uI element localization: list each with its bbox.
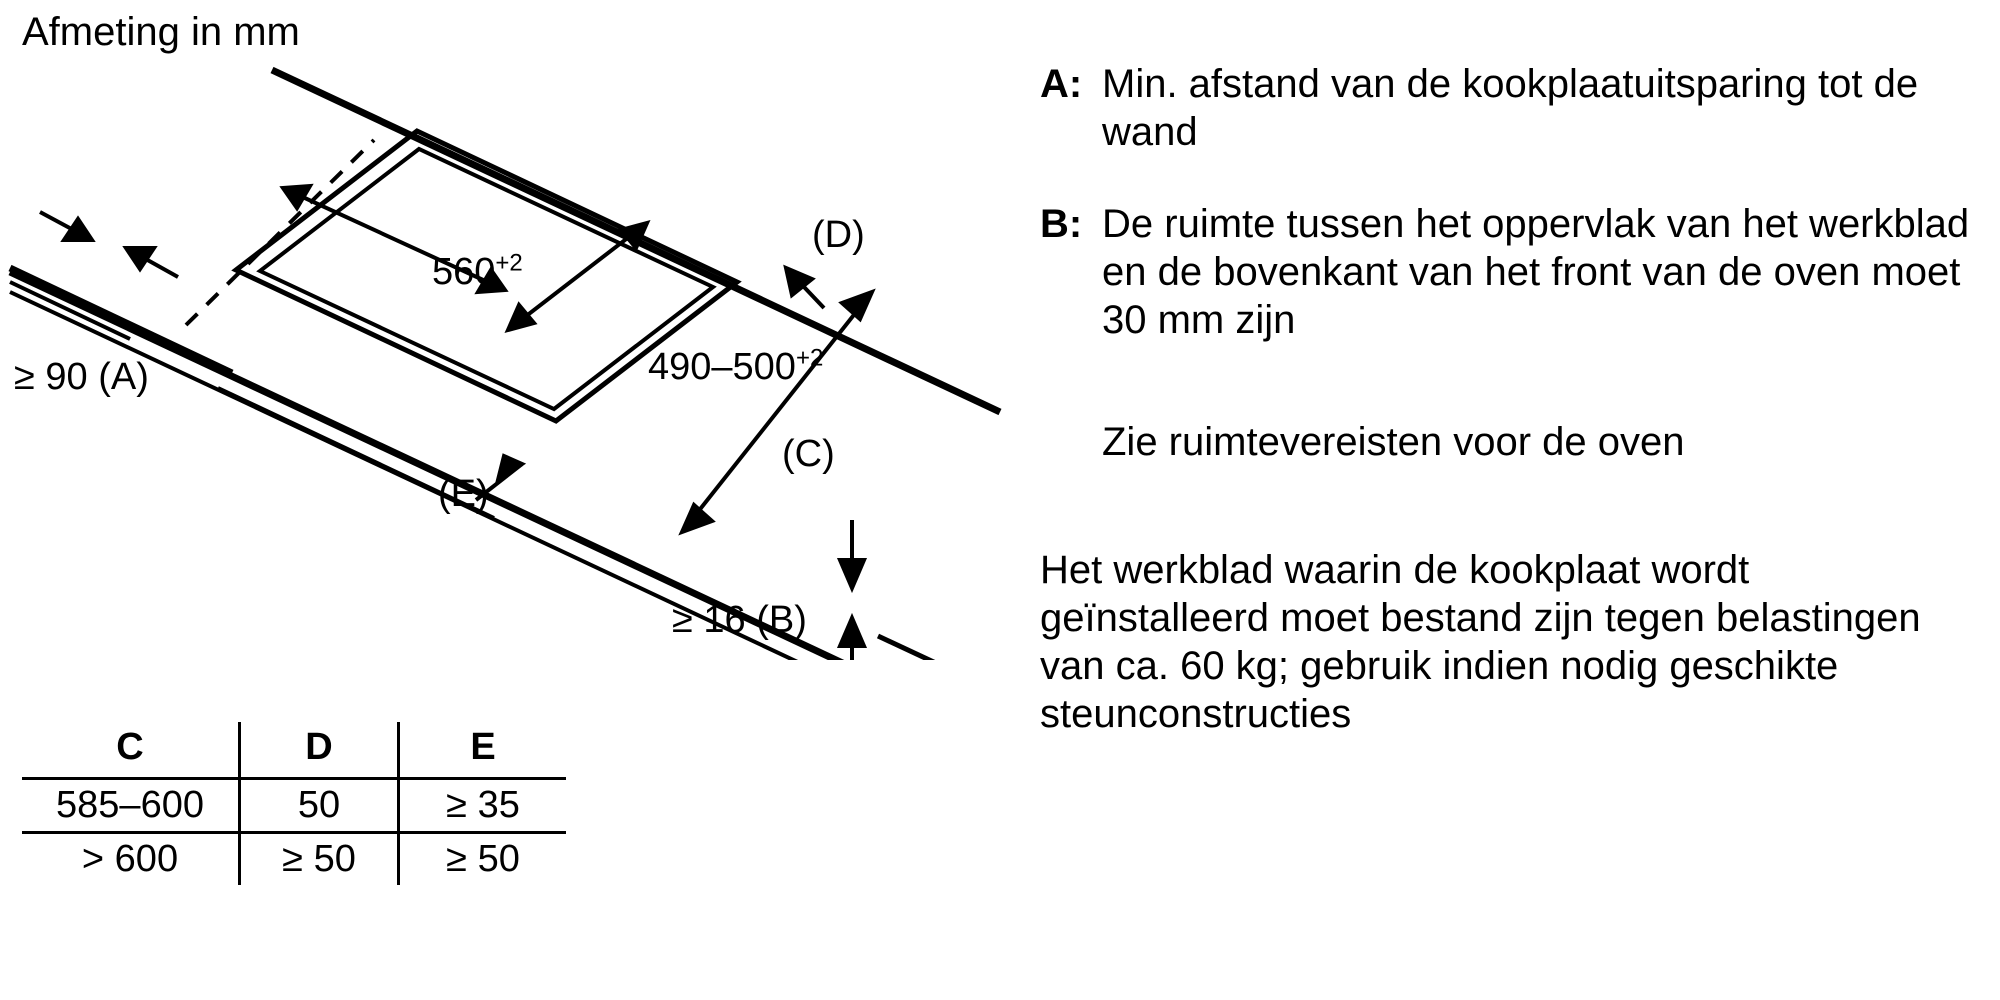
label-worktop-thickness-b: ≥ 16 (B) bbox=[672, 599, 807, 641]
clearance-table bbox=[22, 722, 566, 885]
installation-drawing bbox=[0, 40, 1020, 660]
construction-dashed-line bbox=[186, 140, 374, 325]
label-depth-490-500: $490-500^{+2}$ bbox=[648, 344, 824, 388]
note-load-capacity bbox=[1040, 546, 1980, 738]
cell-c: > 600 bbox=[81, 838, 179, 880]
note-a bbox=[1040, 60, 1980, 156]
label-marker-d: (D) bbox=[812, 214, 865, 256]
table-row bbox=[22, 779, 566, 833]
note-oven-space-text: Zie ruimtevereisten voor de oven bbox=[1102, 420, 1685, 464]
table-header-d: D bbox=[240, 722, 399, 779]
dimension-490-500 bbox=[508, 223, 647, 330]
note-load-capacity-text: Het werkblad waarin de kookplaat wordt geïnstalleerd moet bestand zijn tegen belastingen van ca. 60 kg; gebruik indien nodig geschikte steunconstructies bbox=[1040, 548, 1921, 736]
page-title: Afmeting in mm bbox=[22, 10, 300, 54]
label-wall-distance-a: ≥ 90 (A) bbox=[14, 356, 149, 398]
note-a-key: A: bbox=[1040, 62, 1083, 106]
cell-d: ≥ 50 bbox=[240, 833, 399, 886]
notes-column bbox=[1040, 60, 1980, 738]
note-b bbox=[1040, 200, 1980, 344]
dimension-c bbox=[682, 292, 872, 532]
cell-e: ≥ 50 bbox=[399, 833, 567, 886]
table-header-row bbox=[22, 722, 566, 779]
cell-e: ≥ 35 bbox=[399, 779, 567, 833]
label-marker-e: (E) bbox=[438, 473, 489, 515]
note-b-text: De ruimte tussen het oppervlak van het werkblad en de bovenkant van het front van de oven moet 30 mm zijn bbox=[1102, 202, 1970, 342]
table-header-c: C bbox=[116, 726, 144, 768]
note-a-text: Min. afstand van de kookplaatuitsparing tot de wand bbox=[1102, 62, 1919, 154]
worktop-front-edge-bottom bbox=[878, 636, 1000, 660]
cell-d: 50 bbox=[240, 779, 399, 833]
dimension-a bbox=[40, 212, 178, 277]
cell-c: 585–600 bbox=[56, 784, 204, 826]
table-header-e: E bbox=[399, 722, 567, 779]
note-b-key: B: bbox=[1040, 202, 1083, 246]
table-row bbox=[22, 833, 566, 886]
leader-d bbox=[786, 268, 824, 308]
label-width-560: $560^{+2}$ bbox=[432, 249, 523, 293]
worktop-upper-edge-inner-left bbox=[10, 282, 130, 339]
label-marker-c: (C) bbox=[782, 433, 835, 475]
note-oven-space bbox=[1040, 418, 1980, 466]
dimension-b bbox=[840, 520, 864, 660]
